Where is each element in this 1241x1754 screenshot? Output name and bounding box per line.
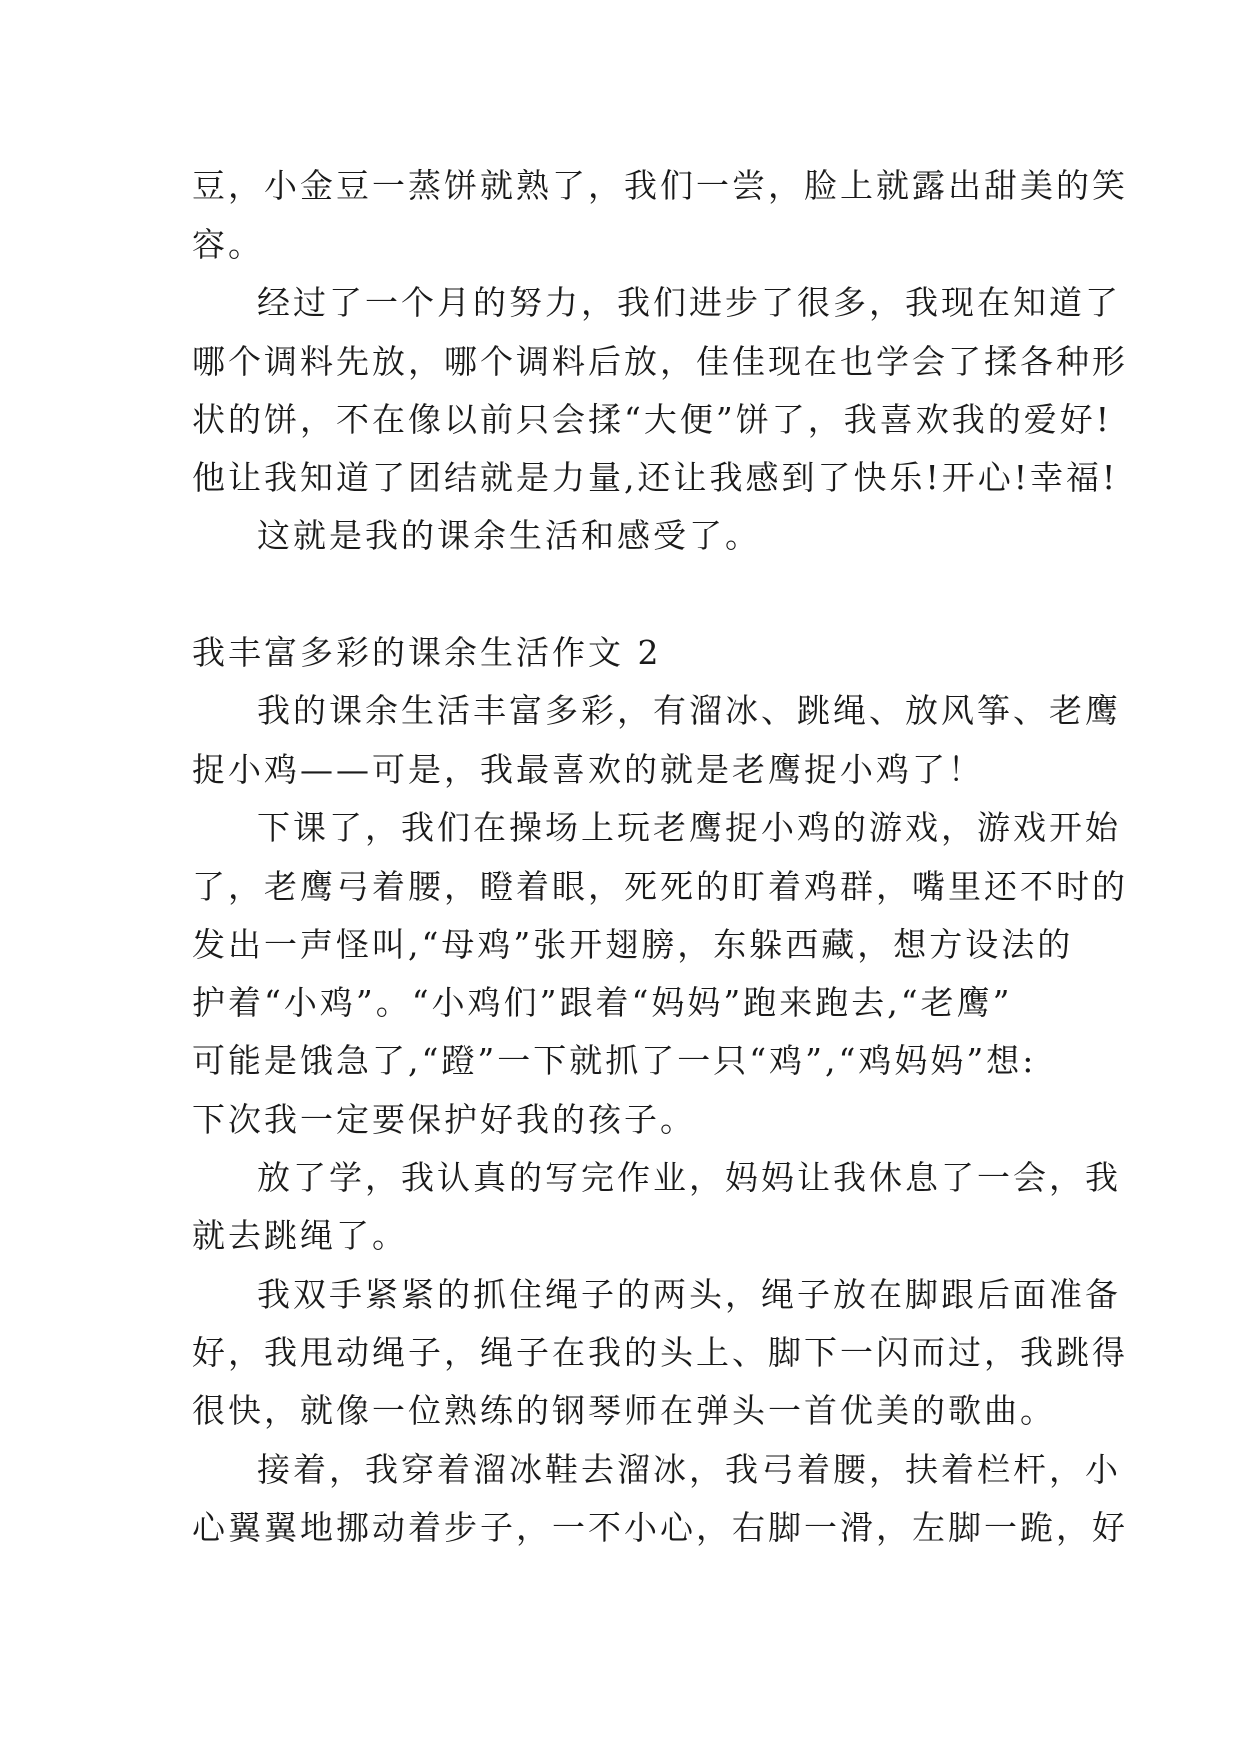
text-line: 豆，小金豆一蒸饼就熟了，我们一尝，脸上就露出甜美的笑 <box>192 166 1128 205</box>
text-line: 下次我一定要保护好我的孩子。 <box>192 1100 696 1139</box>
text-line: 容。 <box>192 225 264 264</box>
text-line: 发出一声怪叫,“母鸡”张开翅膀，东躲西藏，想方设法的 <box>192 925 1074 964</box>
text-line: 哪个调料先放，哪个调料后放，佳佳现在也学会了揉各种形 <box>192 342 1128 381</box>
paragraph-start-line: 下课了，我们在操场上玩老鹰捉小鸡的游戏，游戏开始 <box>257 808 1121 847</box>
text-line: 了，老鹰弓着腰，瞪着眼，死死的盯着鸡群，嘴里还不时的 <box>192 867 1128 906</box>
paragraph-start-line: 经过了一个月的努力，我们进步了很多，我现在知道了 <box>257 283 1121 322</box>
text-line: 他让我知道了团结就是力量,还让我感到了快乐!开心!幸福! <box>192 458 1119 497</box>
text-line: 状的饼，不在像以前只会揉“大便”饼了，我喜欢我的爱好! <box>192 400 1113 439</box>
paragraph-start-line: 我的课余生活丰富多彩，有溜冰、跳绳、放风筝、老鹰 <box>257 691 1121 730</box>
text-line: 好，我甩动绳子，绳子在我的头上、脚下一闪而过，我跳得 <box>192 1333 1128 1372</box>
text-line: 很快，就像一位熟练的钢琴师在弹头一首优美的歌曲。 <box>192 1391 1056 1430</box>
section-heading: 我丰富多彩的课余生活作文 2 <box>192 633 662 672</box>
paragraph-start-line: 放了学，我认真的写完作业，妈妈让我休息了一会，我 <box>257 1158 1121 1197</box>
paragraph-start-line: 这就是我的课余生活和感受了。 <box>257 516 761 555</box>
paragraph-start-line: 我双手紧紧的抓住绳子的两头，绳子放在脚跟后面准备 <box>257 1275 1121 1314</box>
paragraph-start-line: 接着，我穿着溜冰鞋去溜冰，我弓着腰，扶着栏杆，小 <box>257 1450 1121 1489</box>
text-line: 就去跳绳了。 <box>192 1216 408 1255</box>
text-line: 心翼翼地挪动着步子，一不小心，右脚一滑，左脚一跪，好 <box>192 1508 1128 1547</box>
text-line: 捉小鸡——可是，我最喜欢的就是老鹰捉小鸡了！ <box>192 750 984 789</box>
text-line: 护着“小鸡”。“小鸡们”跟着“妈妈”跑来跑去,“老鹰” <box>192 983 1013 1022</box>
text-line: 可能是饿急了,“蹬”一下就抓了一只“鸡”,“鸡妈妈”想: <box>192 1041 1037 1080</box>
